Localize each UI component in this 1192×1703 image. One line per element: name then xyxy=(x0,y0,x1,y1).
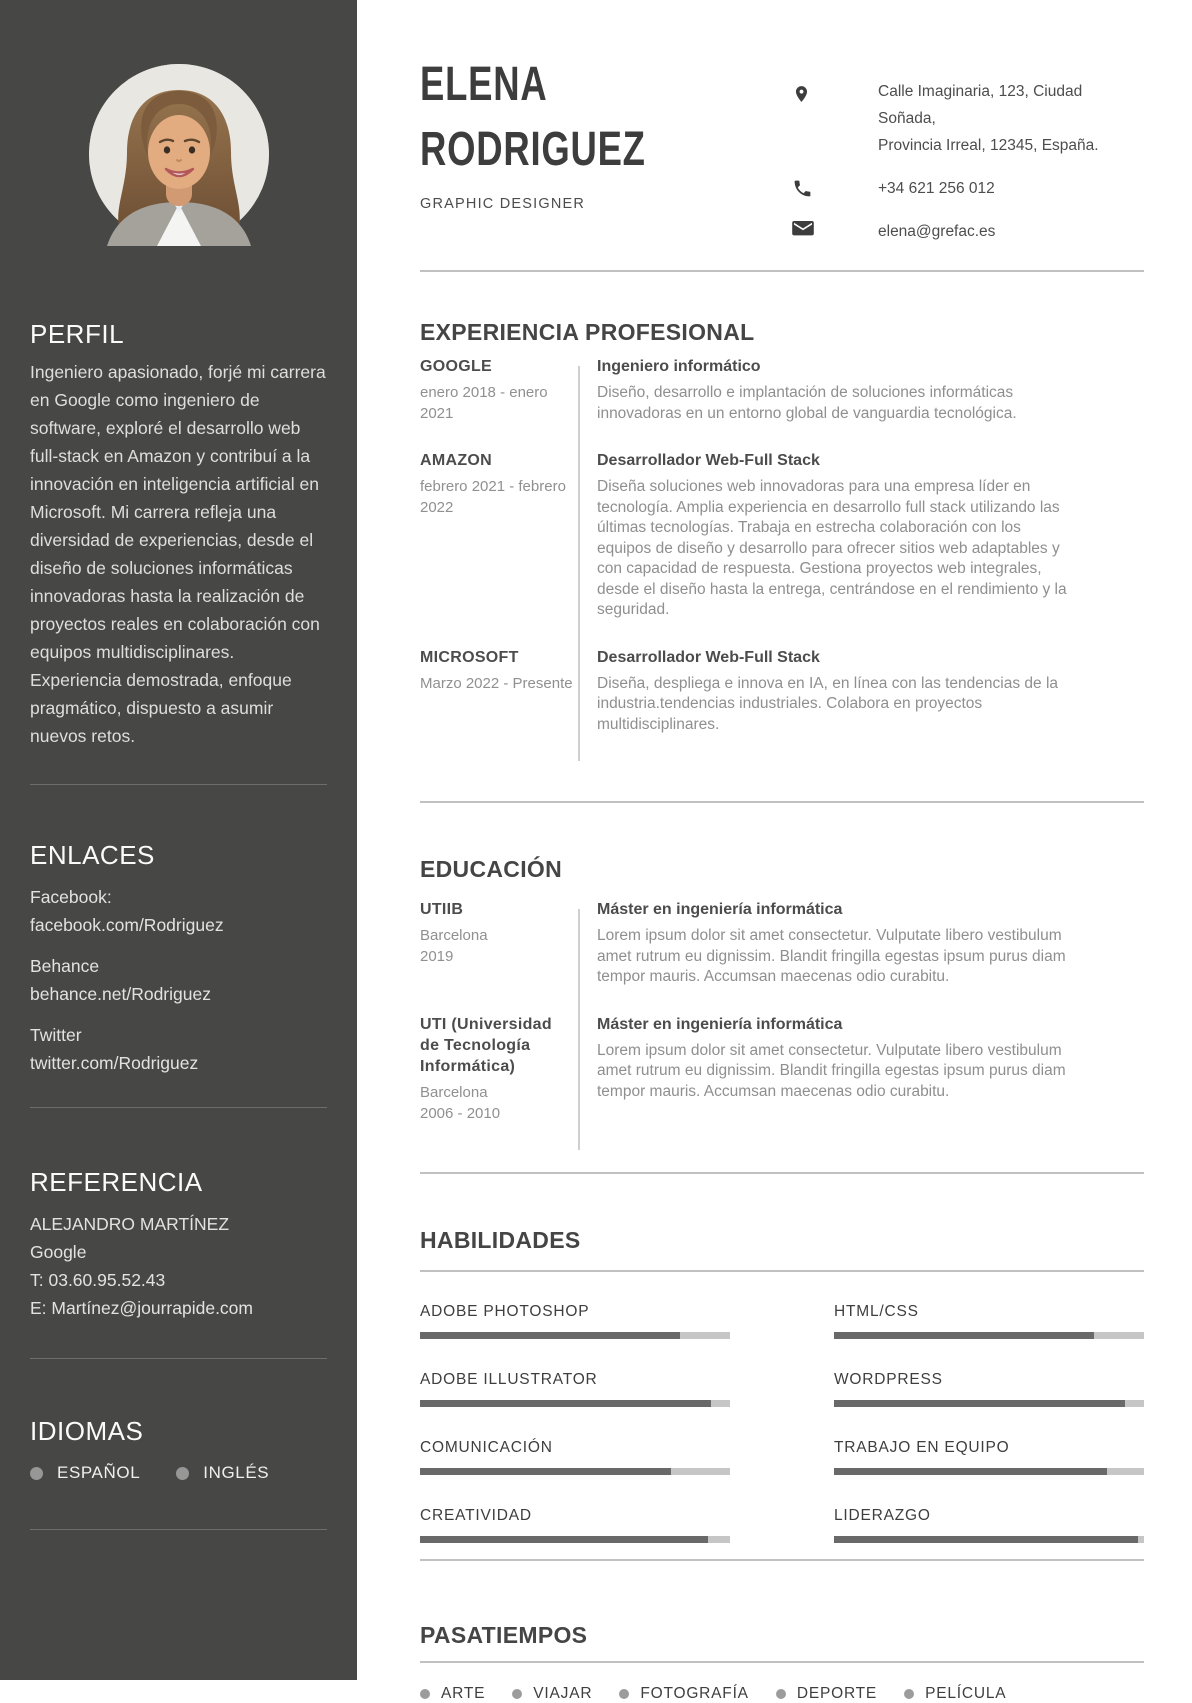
divider xyxy=(420,1270,1144,1272)
job-description: Diseña soluciones web innovadoras para una empresa líder en tecnología. Amplia experiencia en desarrollo full stack utilizando las últimas tecnologías. Trabaja en estrecha colaboración con los equipos de diseño y desarrollo para ofrecer sitios web adaptables y con capacidad de respuesta. Gestiona proyectos web integrales, desde el diseño hasta la entrega, centrándose en el rendimiento y la seguridad. xyxy=(597,478,1067,618)
divider xyxy=(420,1559,1144,1561)
skill-bar-track xyxy=(420,1468,730,1475)
hobby-label: VIAJAR xyxy=(533,1684,593,1702)
phone-icon xyxy=(792,175,816,202)
job-title: Ingeniero informático xyxy=(597,358,761,375)
skill-label: HTML/CSS xyxy=(834,1302,919,1320)
name-block xyxy=(420,52,717,261)
address-line-1: Calle Imaginaria, 123, Ciudad Soñada, xyxy=(878,83,1083,127)
skill-label: COMUNICACIÓN xyxy=(420,1438,553,1456)
hobby-label: ARTE xyxy=(441,1684,486,1702)
experience-entry xyxy=(420,647,1144,736)
experience-entry xyxy=(420,450,1144,621)
experience-meta xyxy=(420,356,573,424)
job-description: Diseño, desarrollo e implantación de soluciones informáticas innovadoras en un entorno global de vanguardia tecnológica. xyxy=(597,384,1017,422)
education-timeline xyxy=(420,899,1144,1150)
school-years: 2006 - 2010 xyxy=(420,1104,501,1122)
skill-bar-fill xyxy=(834,1536,1138,1543)
school-name: UTIIB xyxy=(420,901,464,918)
contact-phone-row xyxy=(792,175,1144,202)
education-meta xyxy=(420,899,573,988)
experience-detail xyxy=(597,647,1067,736)
skill-item xyxy=(834,1370,1144,1407)
experience-detail xyxy=(597,356,1067,424)
profile-photo xyxy=(89,64,269,244)
timeline-marker xyxy=(573,450,597,621)
skill-item xyxy=(420,1438,730,1475)
hobbies-list xyxy=(420,1685,1144,1703)
bullet-dot-icon xyxy=(776,1689,786,1699)
link-label: Twitter xyxy=(30,1025,82,1045)
job-title: Desarrollador Web-Full Stack xyxy=(597,452,820,469)
divider xyxy=(420,1172,1144,1174)
hobby-label: FOTOGRAFÍA xyxy=(640,1684,749,1702)
school-name: UTI (Universidad de Tecnología Informática) xyxy=(420,1015,552,1075)
degree-description: Lorem ipsum dolor sit amet consectetur. Vulputate libero vestibulum amet rutrum eu dignissim. Blandit fringilla egestas ipsum purus diam tempor mauris. Accumsan maecenas odio curabitu. xyxy=(597,1041,1066,1100)
timeline-marker xyxy=(573,647,597,736)
job-description: Diseña, despliega e innova en IA, en línea con las tendencias de la industria.tendencias industriales. Colabora en proyectos multidisciplinares. xyxy=(597,674,1059,733)
facebook-link[interactable]: facebook.com/Rodriguez xyxy=(30,915,224,935)
list-item xyxy=(30,952,327,1008)
skill-bar-track xyxy=(834,1468,1144,1475)
list-item xyxy=(619,1685,748,1703)
language-label: ESPAÑOL xyxy=(57,1463,141,1482)
education-detail xyxy=(597,899,1067,988)
list-item xyxy=(176,1463,269,1483)
reference-section-title: REFERENCIA xyxy=(30,1167,203,1197)
contact-phone: +34 621 256 012 xyxy=(878,180,995,197)
list-item xyxy=(904,1685,1006,1703)
education-detail xyxy=(597,1014,1067,1124)
education-entry xyxy=(420,899,1144,988)
skill-bar-track xyxy=(834,1400,1144,1407)
education-meta xyxy=(420,1014,573,1124)
experience-section-title: EXPERIENCIA PROFESIONAL xyxy=(420,319,755,345)
reference-name: ALEJANDRO MARTÍNEZ xyxy=(30,1214,230,1234)
list-item xyxy=(776,1685,877,1703)
list-item xyxy=(30,1021,327,1077)
envelope-icon xyxy=(792,218,816,245)
bullet-dot-icon xyxy=(619,1689,629,1699)
last-name: RODRIGUEZ xyxy=(420,123,646,176)
skill-label: TRABAJO EN EQUIPO xyxy=(834,1438,1010,1456)
contact-email-row xyxy=(792,218,1144,245)
skill-item xyxy=(420,1302,730,1339)
experience-entry xyxy=(420,356,1144,424)
divider xyxy=(420,801,1144,803)
contact-address xyxy=(878,78,1144,159)
experience-meta xyxy=(420,647,573,736)
skill-label: LIDERAZGO xyxy=(834,1506,931,1524)
contact-block xyxy=(792,78,1144,261)
skill-label: ADOBE ILLUSTRATOR xyxy=(420,1370,598,1388)
company-name: AMAZON xyxy=(420,452,493,469)
link-label: Facebook: xyxy=(30,887,112,907)
skill-bar-fill xyxy=(420,1468,671,1475)
location-pin-icon xyxy=(792,78,816,159)
skill-item xyxy=(834,1506,1144,1543)
reference-block xyxy=(30,1210,327,1322)
skill-item xyxy=(420,1370,730,1407)
reference-email[interactable]: E: Martínez@jourrapide.com xyxy=(30,1298,253,1318)
skills-column-right xyxy=(834,1302,1144,1543)
divider xyxy=(420,1661,1144,1663)
main-column xyxy=(357,0,1192,1702)
behance-link[interactable]: behance.net/Rodriguez xyxy=(30,984,211,1004)
school-location xyxy=(420,1082,573,1124)
bullet-dot-icon xyxy=(176,1467,189,1480)
job-role: GRAPHIC DESIGNER xyxy=(420,196,586,212)
skill-label: WORDPRESS xyxy=(834,1370,943,1388)
degree-title: Máster en ingeniería informática xyxy=(597,901,843,918)
list-item xyxy=(30,883,327,939)
sidebar-divider xyxy=(30,784,327,785)
skill-item xyxy=(834,1438,1144,1475)
links-section-title: ENLACES xyxy=(30,840,155,870)
language-label: INGLÉS xyxy=(203,1463,270,1482)
contact-address-row xyxy=(792,78,1144,159)
skill-bar-fill xyxy=(420,1332,680,1339)
skill-bar-fill xyxy=(420,1536,708,1543)
contact-email[interactable]: elena@grefac.es xyxy=(878,223,996,240)
reference-company: Google xyxy=(30,1242,87,1262)
work-period: Marzo 2022 - Presente xyxy=(420,674,573,692)
skill-label: CREATIVIDAD xyxy=(420,1506,532,1524)
list-item xyxy=(512,1685,592,1703)
education-entry xyxy=(420,1014,1144,1124)
degree-title: Máster en ingeniería informática xyxy=(597,1015,843,1033)
sidebar xyxy=(0,0,357,1680)
skill-bar-track xyxy=(834,1332,1144,1339)
timeline-marker xyxy=(573,899,597,988)
list-item xyxy=(420,1685,485,1703)
skill-bar-fill xyxy=(420,1400,711,1407)
timeline-marker xyxy=(573,356,597,424)
link-label: Behance xyxy=(30,956,100,976)
sidebar-divider xyxy=(30,1529,327,1530)
hobby-label: PELÍCULA xyxy=(925,1684,1007,1702)
school-location xyxy=(420,925,573,967)
languages-list xyxy=(30,1463,327,1483)
profile-section-title: PERFIL xyxy=(30,319,125,349)
skill-bar-fill xyxy=(834,1400,1125,1407)
work-period: enero 2018 - enero 2021 xyxy=(420,384,548,422)
sidebar-divider xyxy=(30,1107,327,1108)
hobby-label: DEPORTE xyxy=(796,1684,878,1702)
school-city: Barcelona xyxy=(420,1083,488,1101)
skill-bar-track xyxy=(420,1400,730,1407)
links-list xyxy=(30,883,327,1077)
experience-detail xyxy=(597,450,1067,621)
bullet-dot-icon xyxy=(30,1467,43,1480)
divider xyxy=(420,270,1144,272)
skill-bar-fill xyxy=(834,1468,1107,1475)
timeline-marker xyxy=(573,1014,597,1124)
company-name: GOOGLE xyxy=(420,358,493,375)
education-section-title: EDUCACIÓN xyxy=(420,856,562,882)
twitter-link[interactable]: twitter.com/Rodriguez xyxy=(30,1053,199,1073)
skill-label: ADOBE PHOTOSHOP xyxy=(420,1302,590,1320)
list-item xyxy=(30,1463,140,1483)
profile-photo-illustration xyxy=(89,64,269,244)
header xyxy=(420,52,1144,261)
skill-bar-fill xyxy=(834,1332,1094,1339)
skills-grid xyxy=(420,1302,1144,1543)
skills-column-left xyxy=(420,1302,730,1543)
skill-bar-track xyxy=(420,1332,730,1339)
skill-item xyxy=(420,1506,730,1543)
hobbies-section-title: PASATIEMPOS xyxy=(420,1621,588,1648)
skills-section-title: HABILIDADES xyxy=(420,1226,581,1253)
reference-phone: T: 03.60.95.52.43 xyxy=(30,1270,166,1290)
sidebar-divider xyxy=(30,1358,327,1359)
experience-meta xyxy=(420,450,573,621)
profile-text: Ingeniero apasionado, forjé mi carrera en Google como ingeniero de software, exploré el desarrollo web full-stack en Amazon y contribuí a la innovación en inteligencia artificial en Microsoft. Mi carrera refleja una diversidad de experiencias, desde el diseño de soluciones informáticas innovadoras hasta la realización de proyectos reales en colaboración con equipos multidisciplinares. Experiencia demostrada, enfoque pragmático, dispuesto a asumir nuevos retos. xyxy=(30,362,326,746)
bullet-dot-icon xyxy=(420,1689,430,1699)
company-name: MICROSOFT xyxy=(420,648,519,666)
work-period: febrero 2021 - febrero 2022 xyxy=(420,478,566,516)
skill-item xyxy=(834,1302,1144,1339)
bullet-dot-icon xyxy=(904,1689,914,1699)
first-name: ELENA xyxy=(420,58,548,111)
skill-bar-track xyxy=(834,1536,1144,1543)
languages-section-title: IDIOMAS xyxy=(30,1416,144,1446)
school-years: 2019 xyxy=(420,948,454,965)
address-line-2: Provincia Irreal, 12345, España. xyxy=(878,137,1099,154)
bullet-dot-icon xyxy=(512,1689,522,1699)
school-city: Barcelona xyxy=(420,927,488,944)
job-title: Desarrollador Web-Full Stack xyxy=(597,648,820,666)
degree-description: Lorem ipsum dolor sit amet consectetur. Vulputate libero vestibulum amet rutrum eu dignissim. Blandit fringilla egestas ipsum purus diam tempor mauris. Accumsan maecenas odio curabitu. xyxy=(597,927,1066,985)
experience-timeline xyxy=(420,356,1144,761)
skill-bar-track xyxy=(420,1536,730,1543)
